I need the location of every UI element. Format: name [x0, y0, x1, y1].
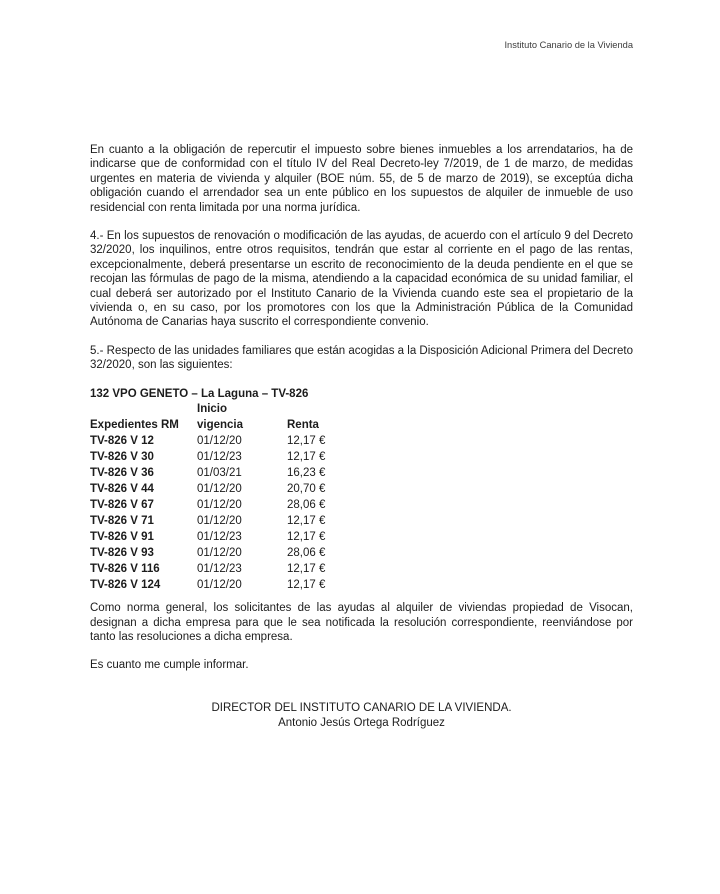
cell-renta: 12,17 € — [287, 435, 326, 448]
cell-expediente: TV-826 V 91 — [90, 531, 154, 544]
paragraph-renovacion-ayudas: 4.- En los supuestos de renovación o modificación de las ayudas, de acuerdo con el artículo 9 del Decreto 32/2020, los inquilinos, entre otros requisitos, tendrán que estar al corriente en el pago de las rentas, excepcionalmente, deberá presentarse un escrito de reconocimiento de la deuda pendiente en el que se recojan las fórmulas de pago de la misma, atendiendo a la capacidad económica de su unidad familiar, el cual deberá ser autorizado por el Instituto Canario de la Vivienda cuando este sea el propietario de la vivienda o, en su caso, por los promotores con los que la Administración Pública de la Comunidad Autónoma de Canarias haya suscrito el correspondiente convenio. — [90, 230, 633, 329]
cell-expediente: TV-826 V 71 — [90, 515, 154, 528]
cell-renta: 28,06 € — [287, 547, 326, 560]
cell-renta: 20,70 € — [287, 483, 326, 496]
cell-expediente: TV-826 V 36 — [90, 467, 154, 480]
cell-inicio-vigencia: 01/12/20 — [197, 547, 242, 560]
header-organization: Instituto Canario de la Vivienda — [504, 40, 633, 50]
signature-title: DIRECTOR DEL INSTITUTO CANARIO DE LA VIVIENDA. — [211, 701, 512, 714]
paragraph-unidades-familiares: 5.- Respecto de las unidades familiares que están acogidas a la Disposición Adicional Primera del Decreto 32/2020, son las siguientes: — [90, 344, 633, 372]
cell-renta: 12,17 € — [287, 451, 326, 464]
cell-expediente: TV-826 V 44 — [90, 483, 154, 496]
cell-renta: 12,17 € — [287, 531, 326, 544]
signature-name: Antonio Jesús Ortega Rodríguez — [278, 716, 445, 729]
cell-expediente: TV-826 V 93 — [90, 547, 154, 560]
cell-inicio-vigencia: 01/12/20 — [197, 483, 242, 496]
paragraph-es-cuanto: Es cuanto me cumple informar. — [90, 659, 249, 672]
table-row — [90, 529, 417, 545]
cell-inicio-vigencia: 01/12/23 — [197, 531, 242, 544]
cell-renta: 28,06 € — [287, 499, 326, 512]
column-header-blank — [90, 401, 197, 417]
cell-inicio-vigencia: 01/12/23 — [197, 451, 242, 464]
paragraph-visocan: Como norma general, los solicitantes de las ayudas al alquiler de viviendas propiedad de Visocan, designan a dicha empresa para que le sea notificada la resolución correspondiente, reenviándose por tanto las resoluciones a dicha empresa. — [90, 602, 633, 643]
cell-expediente: TV-826 V 12 — [90, 435, 154, 448]
cell-inicio-vigencia: 01/12/20 — [197, 435, 242, 448]
table-row — [90, 561, 417, 577]
document-body — [90, 143, 633, 731]
promotion-title: 132 VPO GENETO – La Laguna – TV-826 — [90, 387, 309, 400]
cell-inicio-vigencia: 01/12/23 — [197, 563, 242, 576]
table-row — [90, 433, 417, 449]
column-header-inicio: Inicio — [197, 403, 228, 416]
table-header-row-top — [90, 401, 417, 417]
cell-inicio-vigencia: 01/12/20 — [197, 499, 242, 512]
column-header-blank — [287, 401, 417, 417]
table-row — [90, 481, 417, 497]
cell-renta: 12,17 € — [287, 579, 326, 592]
cell-renta: 12,17 € — [287, 515, 326, 528]
column-header-expedientes: Expedientes RM — [90, 419, 179, 432]
table-header-row — [90, 417, 417, 433]
cell-expediente: TV-826 V 116 — [90, 563, 160, 576]
cell-renta: 16,23 € — [287, 467, 326, 480]
cell-inicio-vigencia: 01/03/21 — [197, 467, 242, 480]
table-row — [90, 497, 417, 513]
table-row — [90, 577, 417, 593]
table-row — [90, 545, 417, 561]
cell-renta: 12,17 € — [287, 563, 326, 576]
signature-block — [90, 701, 633, 731]
cell-expediente: TV-826 V 67 — [90, 499, 154, 512]
table-row — [90, 449, 417, 465]
paragraph-impuesto-ibi: En cuanto a la obligación de repercutir el impuesto sobre bienes inmuebles a los arrendatarios, ha de indicarse que de conformidad con el título IV del Real Decreto-ley 7/2019, de 1 de marzo, de medidas urgentes en materia de vivienda y alquiler (BOE núm. 55, de 5 de marzo de 2019), se exceptúa dicha obligación cuando el arrendador sea un ente público en los supuestos de alquiler de inmueble de uso residencial con renta limitada por una norma jurídica. — [90, 144, 633, 214]
cell-inicio-vigencia: 01/12/20 — [197, 579, 242, 592]
table-row — [90, 465, 417, 481]
cell-expediente: TV-826 V 30 — [90, 451, 154, 464]
table-row — [90, 513, 417, 529]
cell-expediente: TV-826 V 124 — [90, 579, 161, 592]
column-header-vigencia: vigencia — [197, 419, 244, 432]
column-header-renta: Renta — [287, 419, 319, 432]
expedientes-table — [90, 401, 417, 593]
cell-inicio-vigencia: 01/12/20 — [197, 515, 242, 528]
